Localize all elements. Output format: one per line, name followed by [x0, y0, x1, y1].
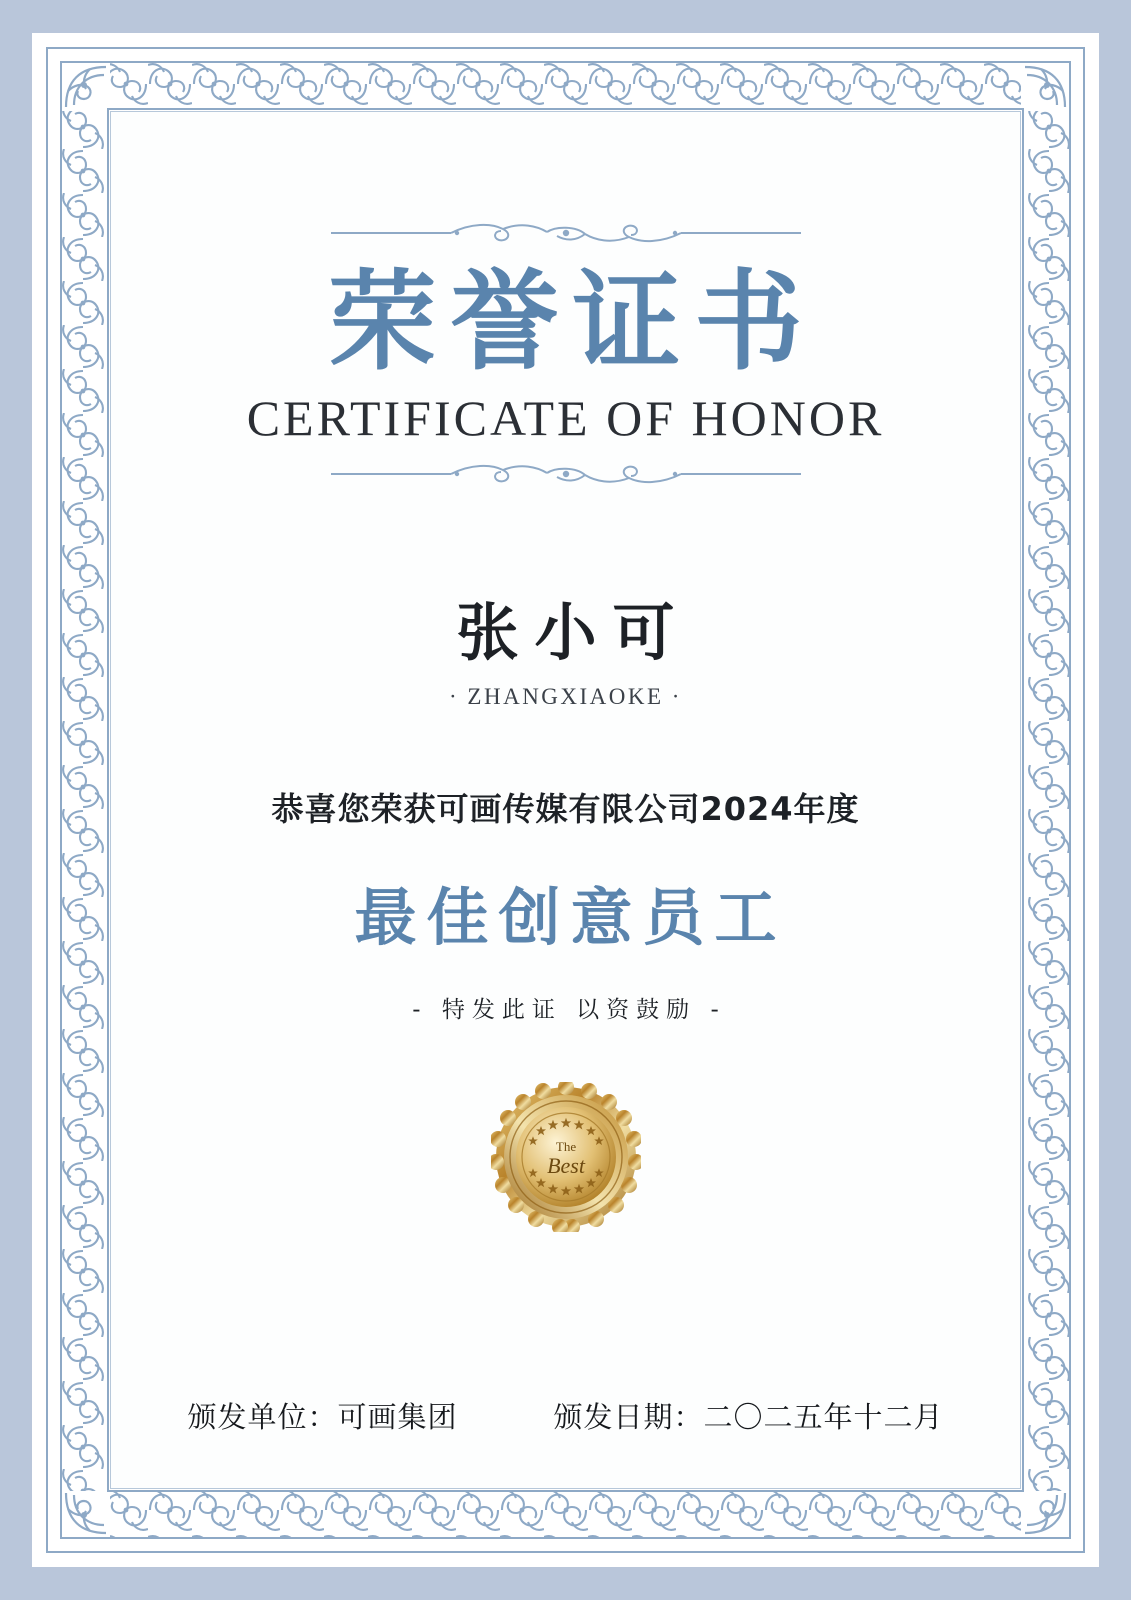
gold-seal-badge-icon	[491, 1082, 641, 1232]
issuer-value: 可画集团	[337, 1400, 458, 1434]
certificate-paper	[32, 33, 1099, 1567]
ornament-divider-bottom-icon	[331, 461, 801, 487]
seal-main-text: Best	[546, 1153, 585, 1179]
seal-top-text: The	[555, 1139, 576, 1155]
issue-date-value: 二〇二五年十二月	[703, 1400, 944, 1434]
issuer-label: 颁发单位：	[187, 1400, 338, 1434]
recipient-pinyin: · ZHANGXIAOKE ·	[449, 684, 682, 710]
award-subline: - 特发此证 以资鼓励 -	[412, 997, 726, 1024]
issue-date-field	[554, 1395, 944, 1436]
issue-date-label: 颁发日期：	[553, 1400, 704, 1434]
inner-content-frame	[110, 111, 1021, 1489]
page-title-cn: 荣誉证书	[328, 259, 817, 385]
issuer-field	[187, 1395, 457, 1436]
certificate-content	[111, 112, 1020, 1488]
award-title: 最佳创意员工	[354, 881, 787, 955]
ornament-divider-top-icon	[331, 220, 801, 246]
recipient-name: 张小可	[456, 596, 691, 670]
congratulation-line: 恭喜您荣获可画传媒有限公司2024年度	[271, 790, 860, 829]
certificate-footer	[111, 1395, 1020, 1436]
page-title-en: CERTIFICATE OF HONOR	[246, 390, 885, 447]
